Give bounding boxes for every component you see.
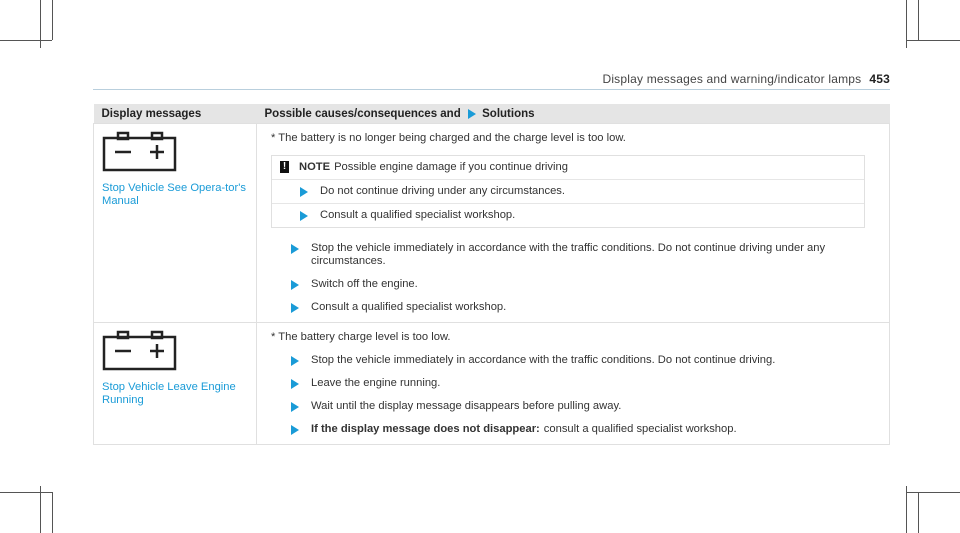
- arrow-icon: [291, 379, 299, 389]
- note-label: NOTE: [299, 161, 331, 173]
- arrow-icon: [291, 402, 299, 412]
- crop-mark: [918, 0, 919, 40]
- arrow-icon: [300, 187, 308, 197]
- running-header: [602, 72, 890, 86]
- battery-icon: [102, 130, 177, 172]
- col-display-messages: Display messages: [94, 104, 257, 124]
- message-text: Stop Vehicle See Opera-tor's Manual: [102, 182, 246, 207]
- arrow-icon: [291, 303, 299, 313]
- note-box: [271, 155, 865, 228]
- arrow-icon: [300, 211, 308, 221]
- arrow-icon: [291, 244, 299, 254]
- note-step: Consult a qualified specialist workshop.: [272, 204, 864, 227]
- step: If the display message does not disappear: consult a qualified specialist workshop.: [291, 423, 883, 436]
- crop-mark: [918, 492, 919, 533]
- message-cell: [94, 124, 257, 323]
- cause-text: * The battery is no longer being charged and the charge level is too low.: [271, 132, 626, 144]
- step: Stop the vehicle immediately in accordance with the traffic conditions. Do not continue driving.: [291, 354, 883, 367]
- step: Wait until the display message disappears before pulling away.: [291, 400, 883, 413]
- messages-table: [93, 104, 890, 445]
- crop-mark: [906, 486, 907, 533]
- solution-cell: [257, 323, 890, 445]
- crop-mark: [40, 486, 41, 533]
- step: Consult a qualified specialist workshop.: [291, 301, 883, 314]
- table-row: [94, 323, 890, 445]
- step: Leave the engine running.: [291, 377, 883, 390]
- arrow-icon: [291, 356, 299, 366]
- battery-icon: [102, 329, 177, 371]
- table-header-row: [94, 104, 890, 124]
- arrow-icon: [291, 425, 299, 435]
- crop-mark: [52, 0, 53, 40]
- arrow-icon: [291, 280, 299, 290]
- crop-mark: [52, 492, 53, 533]
- warning-icon: !: [280, 161, 289, 173]
- message-cell: [94, 323, 257, 445]
- crop-mark: [906, 492, 960, 493]
- step: Stop the vehicle immediately in accordance with the traffic conditions. Do not continue driving under any circumstances.: [291, 242, 883, 268]
- note-step: Do not continue driving under any circumstances.: [272, 180, 864, 204]
- solution-cell: [257, 124, 890, 323]
- crop-mark: [0, 40, 52, 41]
- header-rule: [93, 89, 890, 90]
- crop-mark: [906, 40, 960, 41]
- arrow-icon: [468, 109, 476, 119]
- header-title: Display messages and warning/indicator lamps: [602, 72, 862, 86]
- table-row: [94, 124, 890, 323]
- note-text: Possible engine damage if you continue driving: [334, 161, 568, 173]
- crop-mark: [0, 492, 52, 493]
- message-text: Stop Vehicle Leave Engine Running: [102, 381, 236, 406]
- step: Switch off the engine.: [291, 278, 883, 291]
- col-causes-solutions: Possible causes/consequences and Solutions: [257, 104, 890, 124]
- page-number: 453: [869, 72, 890, 86]
- cause-text: * The battery charge level is too low.: [271, 331, 451, 343]
- note-header: [272, 156, 864, 180]
